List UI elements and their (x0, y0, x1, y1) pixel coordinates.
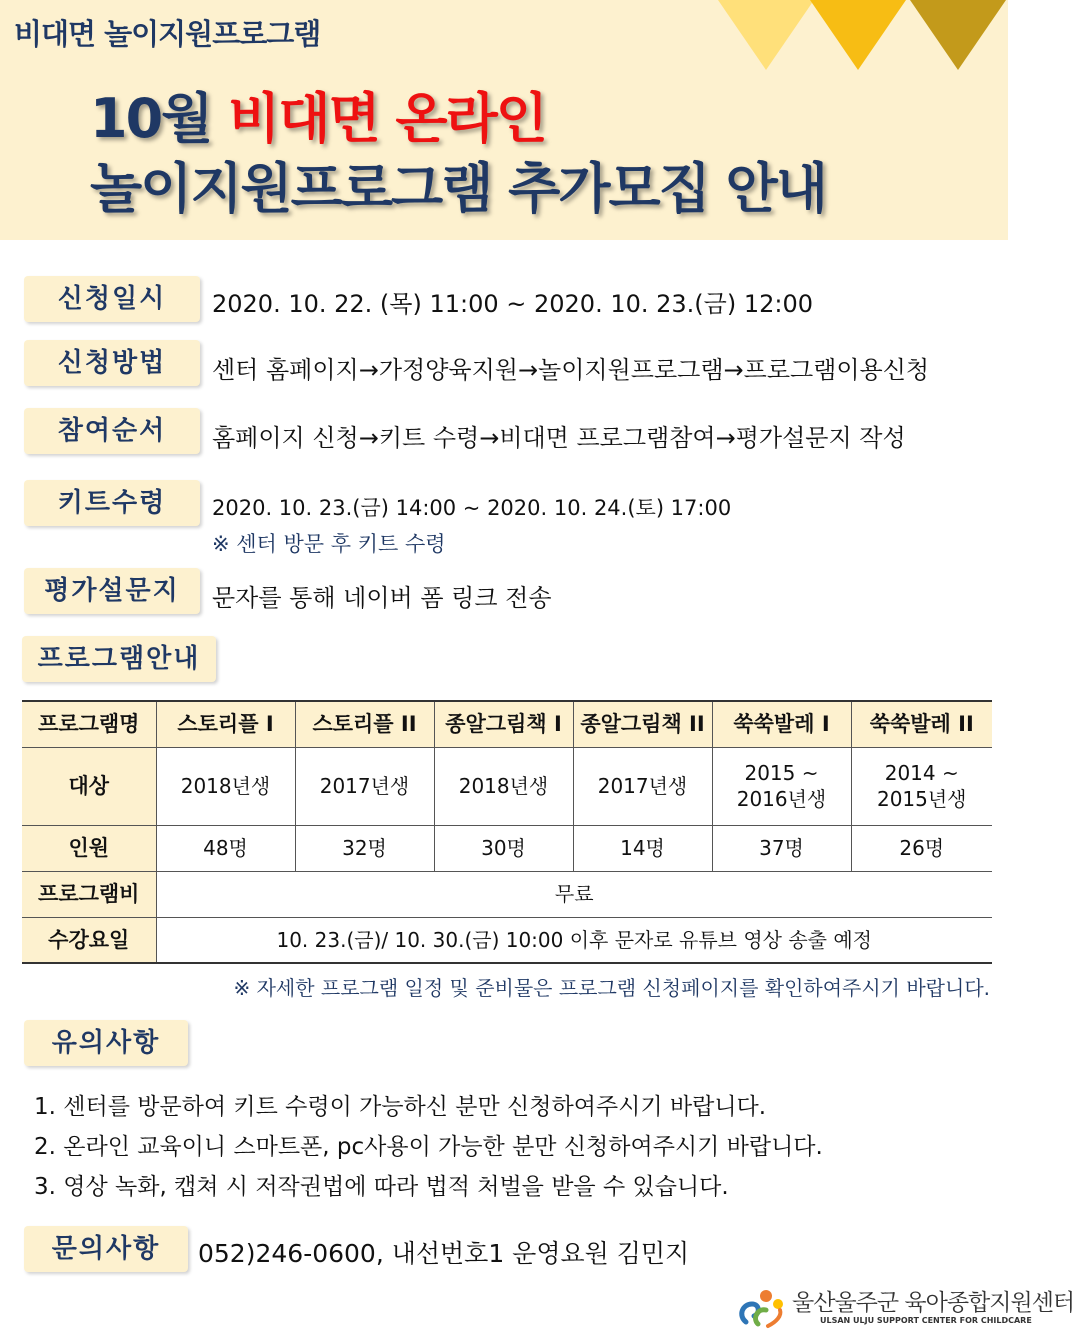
logo-name-en: ULSAN ULJU SUPPORT CENTER FOR CHILDCARE (820, 1316, 1032, 1325)
caution-item: 2. 온라인 교육이니 스마트폰, pc사용이 가능한 분만 신청하여주시기 바랍니다. (34, 1134, 823, 1160)
target-cell (434, 747, 573, 825)
count-cell: 37명 (712, 825, 851, 871)
caution-item: 3. 영상 녹화, 캡쳐 시 저작권법에 따라 법적 처벌을 받을 수 있습니다. (34, 1174, 729, 1200)
center-logo-mark-icon (736, 1282, 788, 1334)
value-apply-date: 2020. 10. 22. (목) 11:00 ~ 2020. 10. 23.(금) 12:00 (212, 290, 814, 318)
schedule-cell: 10. 23.(금)/ 10. 30.(금) 10:00 이후 문자로 유튜브 영상 송출 예정 (156, 917, 992, 963)
target-line: 2015 ~ (744, 761, 819, 785)
row-label-count: 인원 (22, 825, 156, 871)
target-cell (851, 747, 992, 825)
value-kit-pickup: 2020. 10. 23.(금) 14:00 ~ 2020. 10. 24.(토) 17:00 (212, 496, 732, 520)
count-cell: 30명 (434, 825, 573, 871)
header-subtitle: 비대면 놀이지원프로그램 (14, 17, 321, 51)
kit-pickup-note: ※ 센터 방문 후 키트 수령 (212, 532, 446, 556)
target-cell (712, 747, 851, 825)
value-survey: 문자를 통해 네이버 폼 링크 전송 (212, 584, 552, 612)
label-program-info: 프로그램안내 (22, 636, 216, 682)
title-highlight: 비대면 온라인 (228, 87, 546, 150)
target-line: 2015년생 (876, 787, 967, 811)
target-line: 2017년생 (319, 774, 410, 798)
target-cell (156, 747, 295, 825)
value-participation-order: 홈페이지 신청→키트 수령→비대면 프로그램참여→평가설문지 작성 (212, 424, 906, 452)
target-cell (295, 747, 434, 825)
decorative-triangle (910, 0, 1006, 70)
center-logo (736, 1282, 1074, 1338)
page-title-line1 (90, 76, 546, 153)
count-cell: 26명 (851, 825, 992, 871)
title-month: 10월 (90, 87, 229, 150)
table-row (22, 825, 992, 871)
count-cell: 32명 (295, 825, 434, 871)
count-cell: 48명 (156, 825, 295, 871)
row-label-schedule: 수강요일 (22, 917, 156, 963)
table-row (22, 747, 992, 825)
page-title-line2: 놀이지원프로그램 추가모집 안내 (90, 157, 826, 220)
target-line: 2017년생 (597, 774, 688, 798)
label-contact: 문의사항 (24, 1226, 188, 1272)
program-table (22, 700, 992, 964)
program-name-cell: 스토리플 I (156, 701, 295, 747)
logo-name-ko: 울산울주군 육아종합지원센터 (792, 1290, 1074, 1316)
label-kit-pickup: 키트수령 (24, 480, 200, 526)
table-header-cell: 프로그램명 (22, 701, 156, 747)
decorative-triangle (718, 0, 814, 70)
program-note: ※ 자세한 프로그램 일정 및 준비물은 프로그램 신청페이지를 확인하여주시기 바랍니다. (233, 976, 990, 1000)
table-row (22, 917, 992, 963)
program-name-cell: 스토리플 II (295, 701, 434, 747)
contact-info: 052)246-0600, 내선번호1 운영요원 김민지 (198, 1239, 690, 1268)
target-line: 2014 ~ (884, 761, 959, 785)
count-cell: 14명 (573, 825, 712, 871)
program-name-cell: 종알그림책 II (573, 701, 712, 747)
target-line: 2018년생 (180, 774, 271, 798)
target-line: 2018년생 (458, 774, 549, 798)
label-apply-method: 신청방법 (24, 340, 200, 386)
table-header-row (22, 701, 992, 747)
table-row (22, 871, 992, 917)
program-name-cell: 종알그림책 I (434, 701, 573, 747)
fee-cell: 무료 (156, 871, 992, 917)
target-cell (573, 747, 712, 825)
label-cautions: 유의사항 (24, 1020, 188, 1066)
label-participation-order: 참여순서 (24, 408, 200, 454)
label-survey: 평가설문지 (24, 568, 200, 614)
target-line: 2016년생 (736, 787, 827, 811)
program-name-cell: 쑥쑥발레 II (851, 701, 992, 747)
header-banner (0, 0, 1008, 240)
row-label-fee: 프로그램비 (22, 871, 156, 917)
program-name-cell: 쑥쑥발레 I (712, 701, 851, 747)
row-label-target: 대상 (22, 747, 156, 825)
label-apply-date: 신청일시 (24, 276, 200, 322)
decorative-triangle (810, 0, 906, 70)
value-apply-method: 센터 홈페이지→가정양육지원→놀이지원프로그램→프로그램이용신청 (212, 356, 930, 384)
caution-item: 1. 센터를 방문하여 키트 수령이 가능하신 분만 신청하여주시기 바랍니다. (34, 1094, 767, 1120)
